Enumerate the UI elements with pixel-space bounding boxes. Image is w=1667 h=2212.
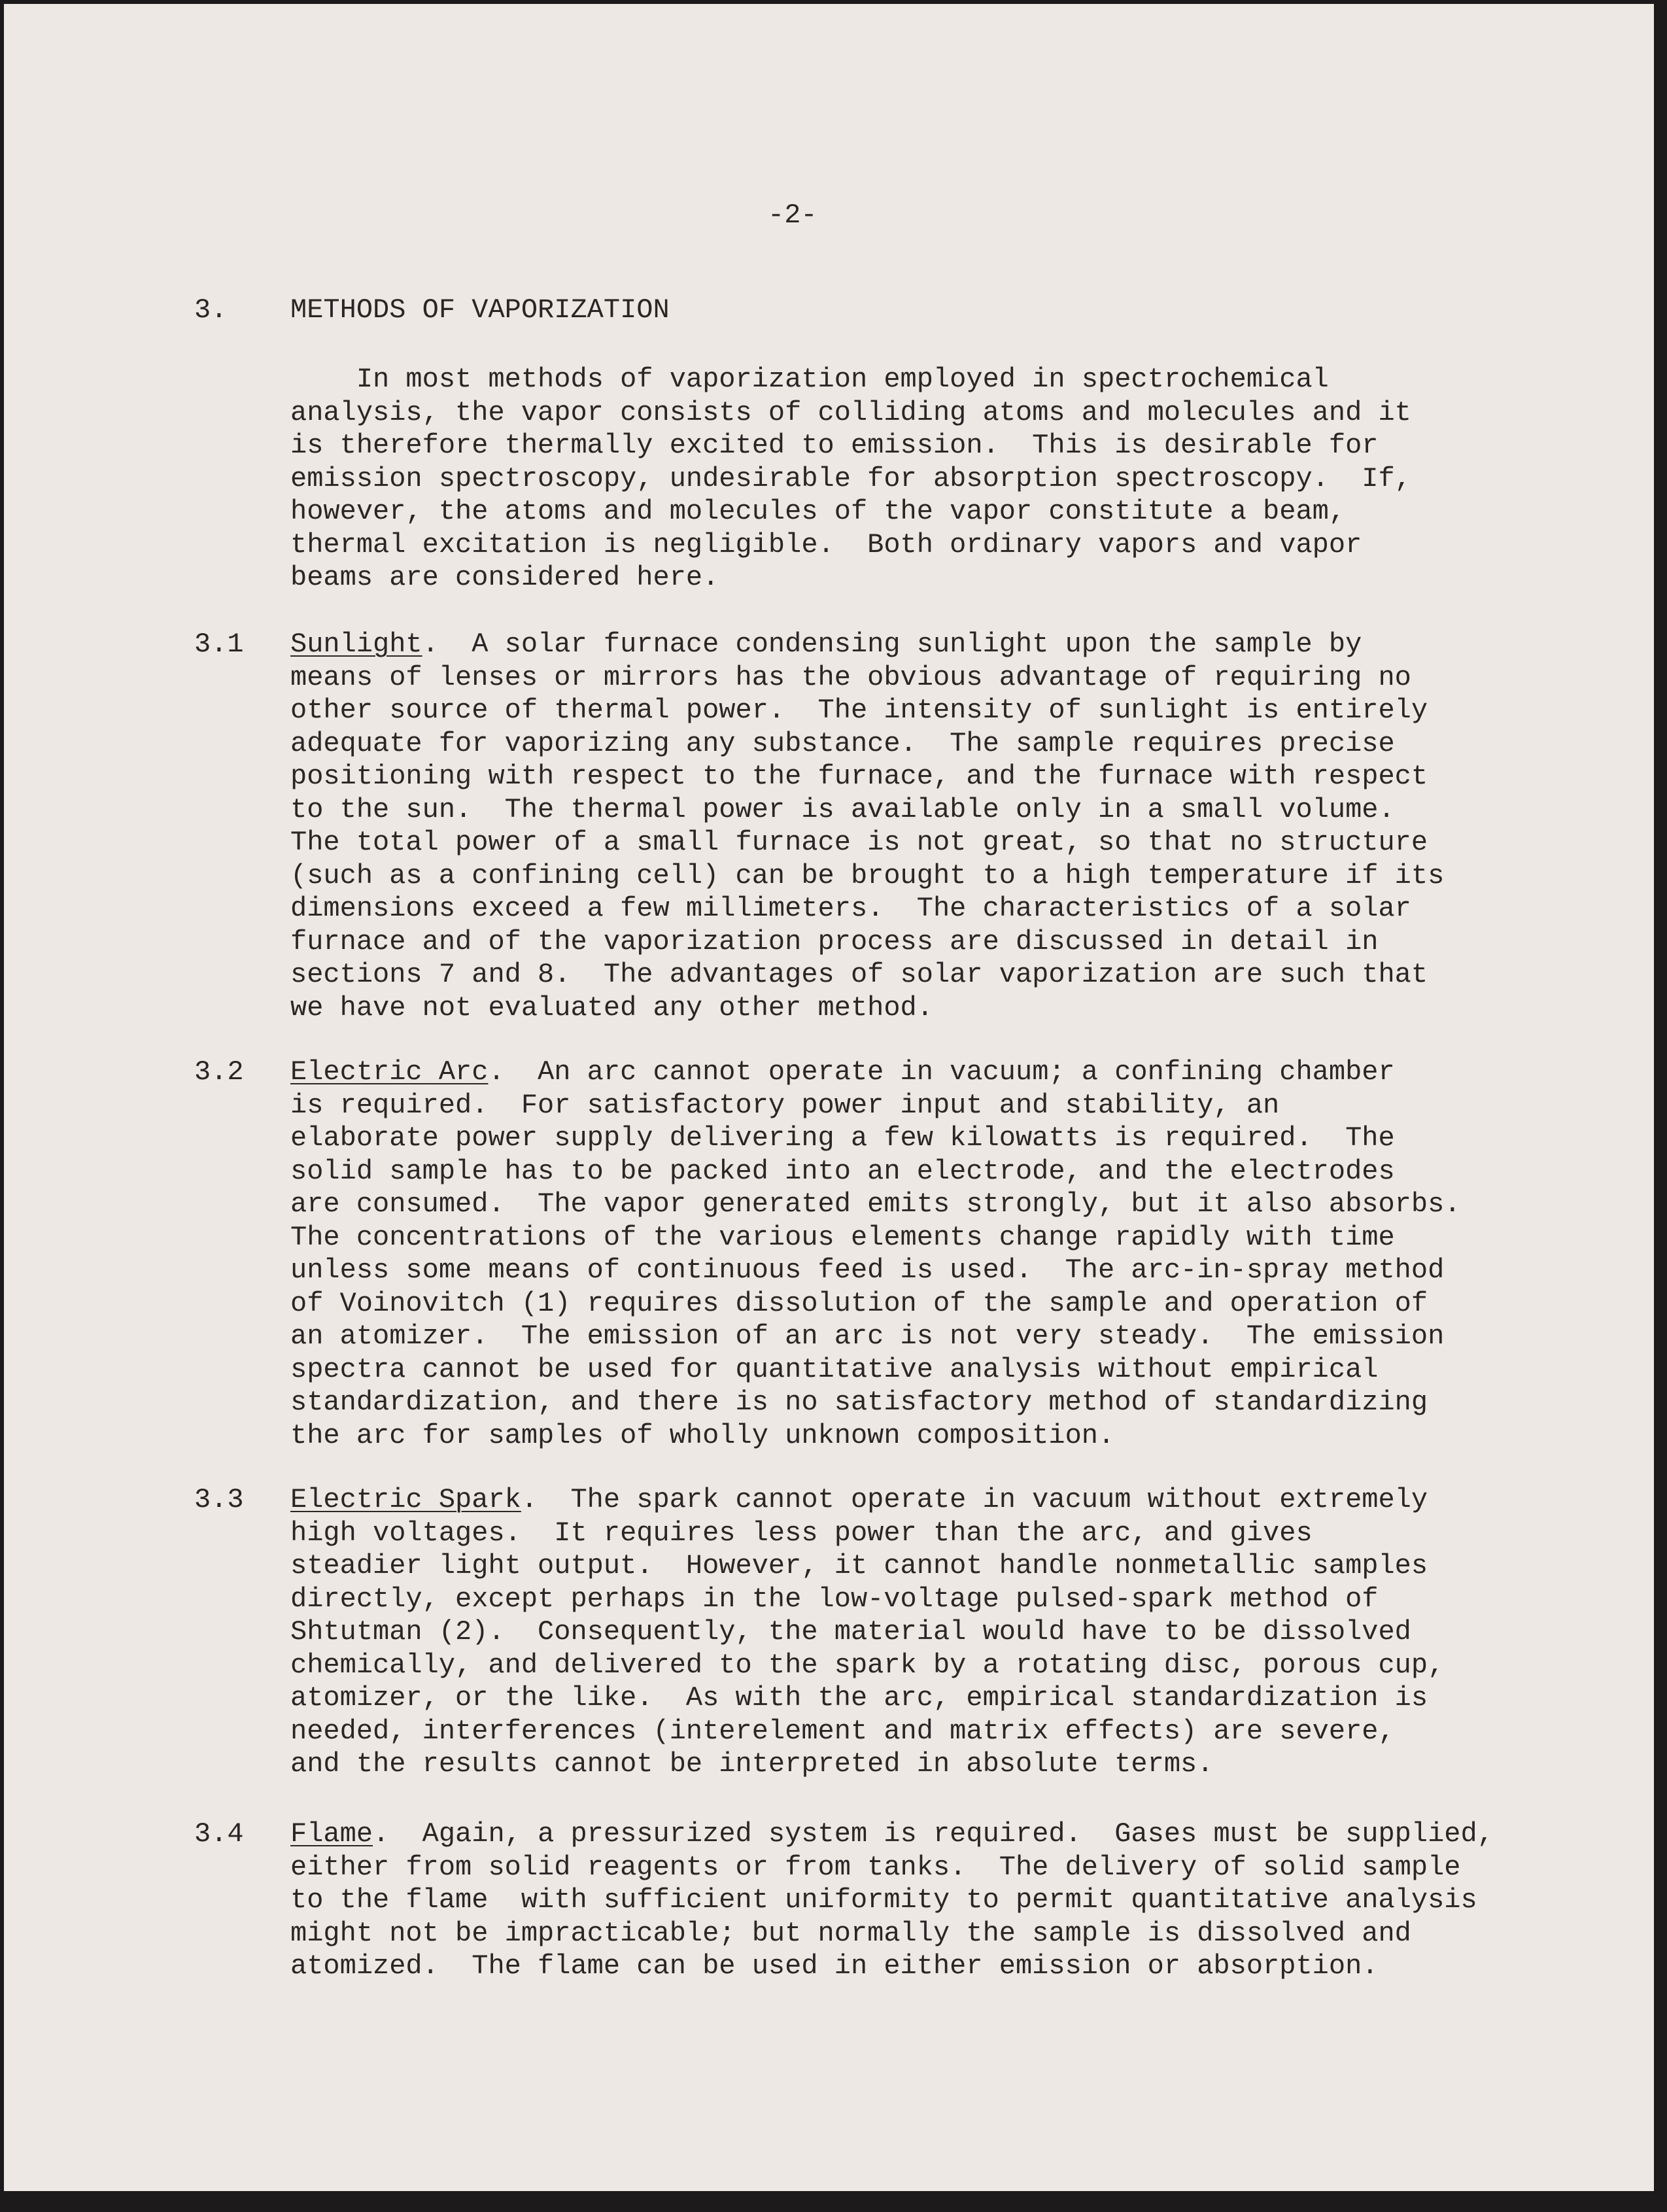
section-title: Flame (290, 1818, 373, 1850)
text-line: The total power of a small furnace is not great, so that no structure (290, 827, 1428, 858)
text-line: dimensions exceed a few millimeters. The characteristics of a solar (290, 893, 1411, 924)
section-heading: METHODS OF VAPORIZATION (290, 294, 670, 326)
section-paragraph (290, 1056, 1461, 1452)
text-line: atomizer, or the like. As with the arc, empirical standardization is (290, 1682, 1428, 1714)
section-paragraph (290, 628, 1444, 1024)
text-line (290, 1056, 1461, 1089)
text-line: an atomizer. The emission of an arc is not very steady. The emission (290, 1321, 1445, 1352)
section-title: Electric Spark (290, 1484, 521, 1515)
intro-paragraph (290, 363, 1411, 595)
text-line: sections 7 and 8. The advantages of solar vaporization are such that (290, 959, 1428, 990)
section-number: 3.1 (194, 629, 244, 660)
text-line: might not be impracticable; but normally the sample is dissolved and (290, 1917, 1411, 1949)
section-paragraph (290, 1818, 1494, 1983)
text-run: . Again, a pressurized system is required. Gases must be supplied, (373, 1818, 1494, 1850)
section-title: Sunlight (290, 629, 422, 660)
text-line: emission spectroscopy, undesirable for absorption spectroscopy. If, (290, 462, 1411, 494)
text-line: directly, except perhaps in the low-voltage pulsed-spark method of (290, 1583, 1379, 1615)
text-run: . A solar furnace condensing sunlight upon the sample by (422, 629, 1362, 660)
section-number: 3.4 (194, 1818, 244, 1850)
text-line: analysis, the vapor consists of colliding atoms and molecules and it (290, 396, 1411, 428)
text-line: is therefore thermally excited to emission. This is desirable for (290, 430, 1379, 461)
section-number: 3.2 (194, 1056, 244, 1088)
section-paragraph (290, 1483, 1444, 1781)
text-line: furnace and of the vaporization process are discussed in detail in (290, 925, 1379, 958)
document-page (4, 4, 1654, 2191)
text-run: . An arc cannot operate in vacuum; a confining chamber (488, 1056, 1395, 1088)
text-line: beams are considered here. (290, 562, 719, 593)
text-line: either from solid reagents or from tanks. The delivery of solid sample (290, 1851, 1461, 1883)
text-line (290, 1483, 1444, 1517)
text-run: . The spark cannot operate in vacuum without extremely (521, 1484, 1428, 1515)
text-line: means of lenses or mirrors has the obvious advantage of requiring no (290, 661, 1411, 693)
text-line: spectra cannot be used for quantitative analysis without empirical (290, 1353, 1379, 1385)
text-line: unless some means of continuous feed is used. The arc-in-spray method (290, 1254, 1445, 1286)
text-line: to the sun. The thermal power is available only in a small volume. (290, 793, 1395, 825)
text-line: the arc for samples of wholly unknown composition. (290, 1419, 1115, 1451)
text-line: of Voinovitch (1) requires dissolution of the sample and operation of (290, 1287, 1428, 1319)
section-title: Electric Arc (290, 1056, 489, 1088)
text-line: other source of thermal power. The intensity of sunlight is entirely (290, 695, 1428, 726)
text-line: needed, interferences (interelement and matrix effects) are severe, (290, 1715, 1395, 1747)
text-line: positioning with respect to the furnace, and the furnace with respect (290, 761, 1428, 792)
text-line: is required. For satisfactory power input and stability, an (290, 1089, 1280, 1121)
text-line: and the results cannot be interpreted in absolute terms. (290, 1748, 1214, 1780)
text-line: steadier light output. However, it cannot handle nonmetallic samples (290, 1550, 1428, 1581)
text-line: atomized. The flame can be used in either emission or absorption. (290, 1950, 1379, 1982)
text-line: standardization, and there is no satisfactory method of standardizing (290, 1387, 1428, 1418)
section-number: 3.3 (194, 1484, 244, 1515)
text-line: to the flame with sufficient uniformity to permit quantitative analysis (290, 1884, 1477, 1916)
text-line: however, the atoms and molecules of the vapor constitute a beam, (290, 496, 1346, 527)
text-line: solid sample has to be packed into an electrode, and the electrodes (290, 1155, 1395, 1187)
text-line: elaborate power supply delivering a few kilowatts is required. The (290, 1122, 1395, 1154)
text-line: chemically, and delivered to the spark by a rotating disc, porous cup, (290, 1649, 1445, 1681)
text-line: high voltages. It requires less power than the arc, and gives (290, 1517, 1313, 1549)
text-line (290, 1818, 1494, 1851)
text-line: adequate for vaporizing any substance. The sample requires precise (290, 727, 1395, 759)
text-line: In most methods of vaporization employed in spectrochemical (290, 364, 1329, 395)
page-number: -2- (768, 199, 817, 231)
text-line: (such as a confining cell) can be brought to a high temperature if its (290, 859, 1445, 891)
text-line: The concentrations of the various elements change rapidly with time (290, 1221, 1395, 1253)
text-line: Shtutman (2). Consequently, the material would have to be dissolved (290, 1616, 1411, 1648)
text-line: are consumed. The vapor generated emits strongly, but it also absorbs. (290, 1188, 1461, 1220)
text-line: thermal excitation is negligible. Both ordinary vapors and vapor (290, 528, 1362, 561)
text-line (290, 628, 1444, 661)
text-line: we have not evaluated any other method. (290, 992, 933, 1024)
section-number: 3. (194, 294, 228, 326)
